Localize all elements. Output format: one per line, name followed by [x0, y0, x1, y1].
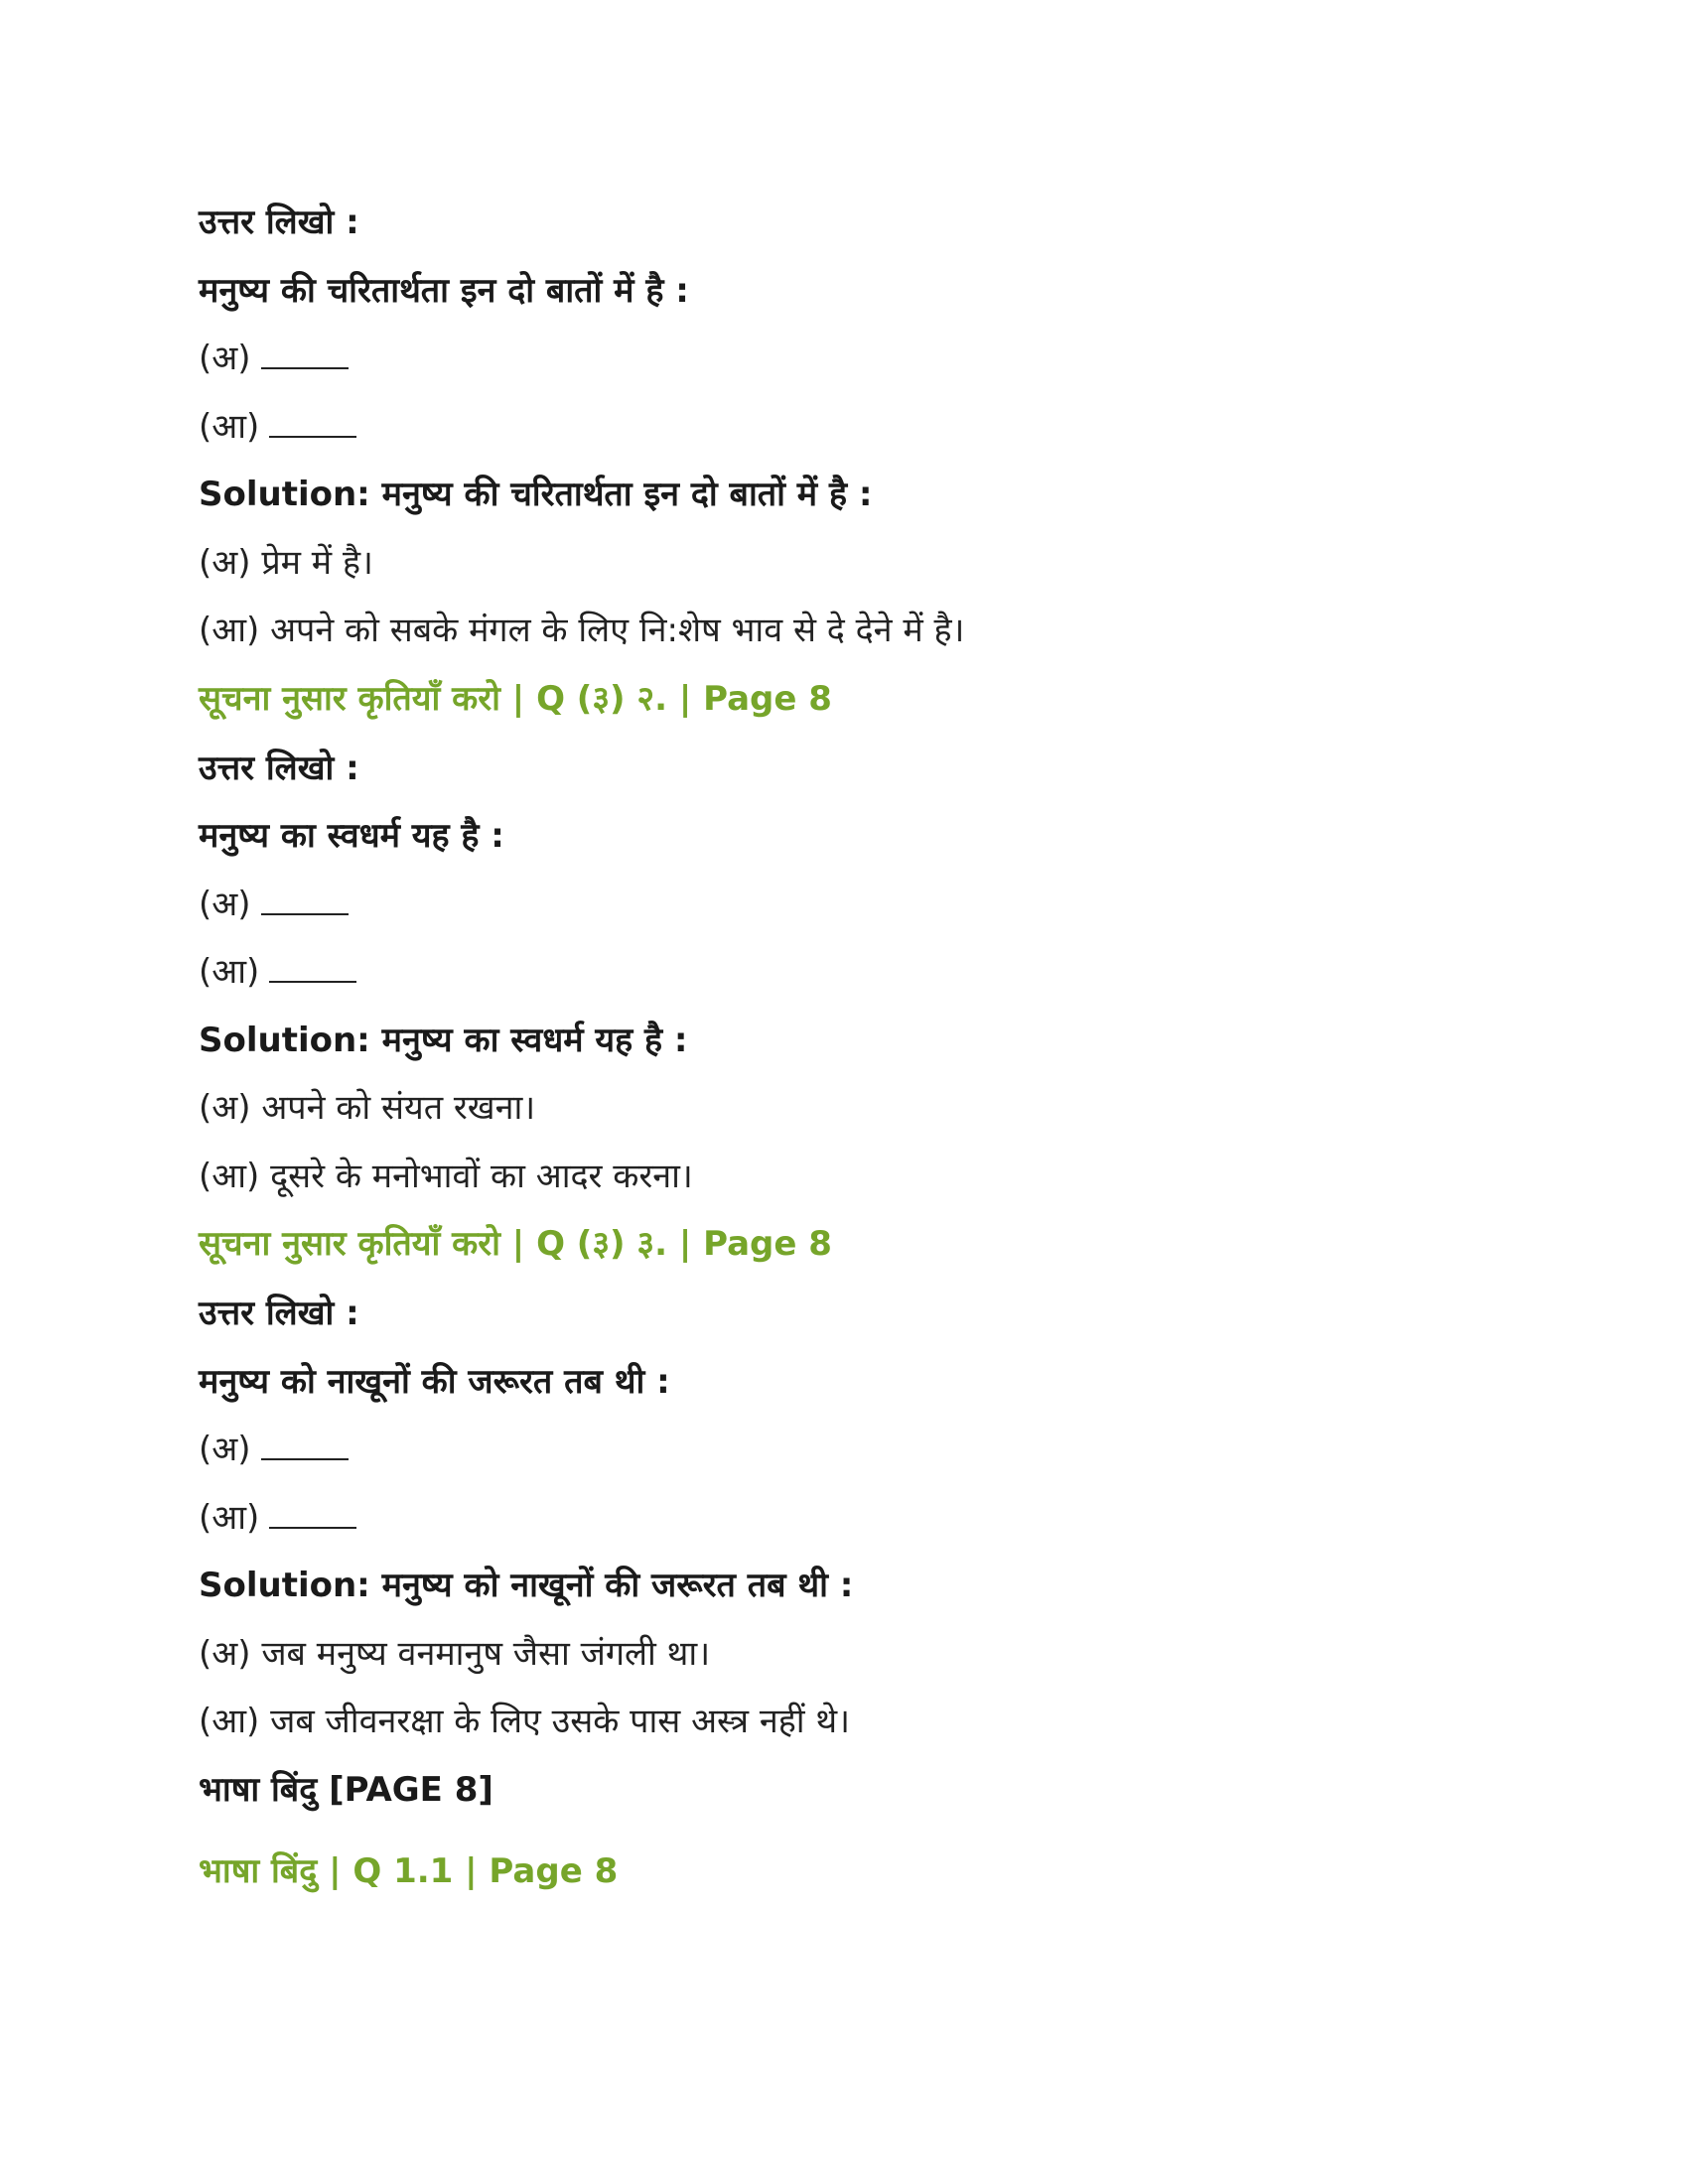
answer-a: (अ) अपने को संयत रखना।	[199, 1088, 536, 1128]
blank-marker: (अ)	[199, 339, 251, 378]
solution-label: Solution:	[199, 475, 370, 514]
section-heading[interactable]: भाषा बिंदु | Q 1.1 | Page 8	[199, 1851, 619, 1891]
solution-label: Solution:	[199, 1020, 370, 1060]
solution-text: मनुष्य को नाखूनों की जरूरत तब थी :	[381, 1566, 854, 1605]
blank-marker: (आ)	[199, 1497, 260, 1538]
solution-text: मनुष्य का स्वधर्म यह है :	[381, 1020, 688, 1060]
blank-underline	[261, 338, 349, 369]
answer-b: (आ) जब जीवनरक्षा के लिए उसके पास अस्त्र नहीं थे।	[199, 1702, 850, 1741]
answer-prompt: उत्तर लिखो :	[199, 1294, 359, 1333]
blank-underline	[261, 884, 349, 915]
question-text: मनुष्य की चरितार्थता इन दो बातों में है :	[199, 270, 689, 311]
answer-prompt: उत्तर लिखो :	[199, 748, 359, 788]
blank-marker: (अ)	[199, 1430, 251, 1469]
section-heading[interactable]: सूचना नुसार कृतियाँ करो | Q (३) ३. | Page 8	[199, 1224, 832, 1264]
answer-a: (अ) प्रेम में है।	[199, 542, 373, 583]
blank-marker: (आ)	[199, 952, 260, 992]
solution-label: Solution:	[199, 1566, 370, 1605]
blank-line-a	[199, 1421, 1489, 1489]
blank-underline	[269, 406, 356, 438]
blank-line-a	[199, 876, 1489, 944]
blank-line-a	[199, 330, 1489, 398]
blank-line-b	[199, 398, 1489, 467]
answer-a: (अ) जब मनुष्य वनमानुष जैसा जंगली था।	[199, 1633, 711, 1674]
blank-line-b	[199, 943, 1489, 1012]
blank-marker: (अ)	[199, 884, 251, 924]
solution-text: मनुष्य की चरितार्थता इन दो बातों में है :	[381, 475, 873, 514]
solution-line	[199, 466, 1489, 534]
blank-underline	[269, 1497, 356, 1529]
blank-marker: (आ)	[199, 406, 260, 447]
blank-underline	[261, 1429, 349, 1460]
blank-underline	[269, 951, 356, 983]
section-heading[interactable]: सूचना नुसार कृतियाँ करो | Q (३) २. | Page 8	[199, 678, 832, 719]
page-content	[199, 194, 1489, 1912]
question-text: मनुष्य का स्वधर्म यह है :	[199, 816, 504, 856]
blank-line-b	[199, 1489, 1489, 1558]
question-text: मनुष्य को नाखूनों की जरूरत तब थी :	[199, 1361, 670, 1402]
answer-b: (आ) अपने को सबके मंगल के लिए नि:शेष भाव से दे देने में है।	[199, 611, 965, 650]
solution-line	[199, 1557, 1489, 1625]
section-title: भाषा बिंदु [PAGE 8]	[199, 1769, 493, 1810]
answer-prompt: उत्तर लिखो :	[199, 203, 359, 242]
solution-line	[199, 1012, 1489, 1080]
answer-b: (आ) दूसरे के मनोभावों का आदर करना।	[199, 1156, 693, 1196]
